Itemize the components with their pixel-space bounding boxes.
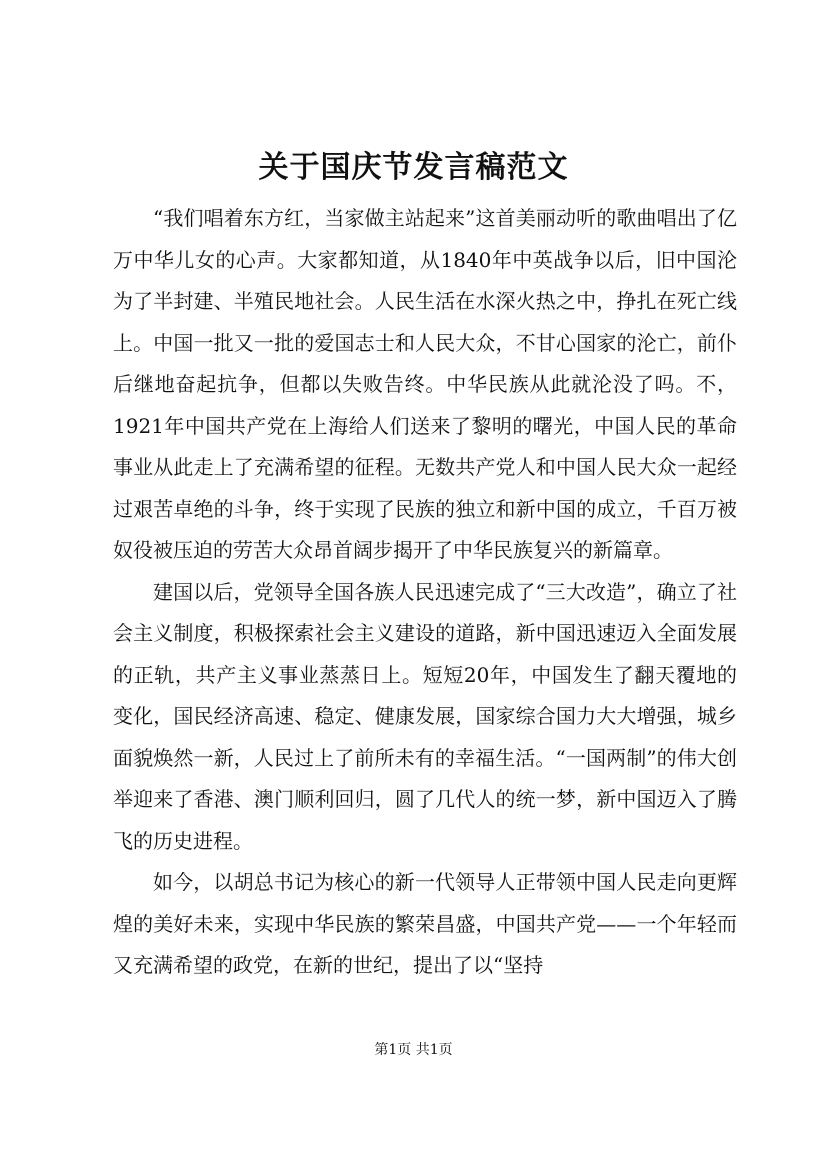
document-body xyxy=(113,198,737,987)
document-title: 关于国庆节发言稿范文 xyxy=(258,150,569,185)
paragraph-1: “我们唱着东方红，当家做主站起来”这首美丽动听的歌曲唱出了亿万中华儿女的心声。大家都知道，从1840年中英战争以后，旧中国沦为了半封建、半殖民地社会。人民生活在水深火热之中，挣扎在死亡线上。中国一批又一批的爱国志士和人民大众，不甘心国家的沦亡，前仆后继地奋起抗争，但都以失败告终。中华民族从此就沦没了吗。不，1921年中国共产党在上海给人们送来了黎明的曙光，中国人民的革命事业从此走上了充满希望的征程。无数共产党人和中国人民大众一起经过艰苦卓绝的斗争，终于实现了民族的独立和新中国的成立，千百万被奴役被压迫的劳苦大众昂首阔步揭开了中华民族复兴的新篇章。 xyxy=(113,206,737,562)
paragraph-3: 如今，以胡总书记为核心的新一代领导人正带领中国人民走向更辉煌的美好未来，实现中华民族的繁荣昌盛，中国共产党——一个年轻而又充满希望的政党，在新的世纪，提出了以“坚持 xyxy=(113,870,737,977)
paragraph-2: 建国以后，党领导全国各族人民迅速完成了“三大改造”，确立了社会主义制度，积极探索社会主义建设的道路，新中国迅速迈入全面发展的正轨，共产主义事业蒸蒸日上。短短20年，中国发生了翻天覆地的变化，国民经济高速、稳定、健康发展，国家综合国力大大增强，城乡面貌焕然一新，人民过上了前所未有的幸福生活。“一国两制”的伟大创举迎来了香港、澳门顺利回归，圆了几代人的统一梦，新中国迈入了腾飞的历史进程。 xyxy=(113,579,737,853)
page-footer: 第1页 共1页 xyxy=(374,1042,453,1058)
